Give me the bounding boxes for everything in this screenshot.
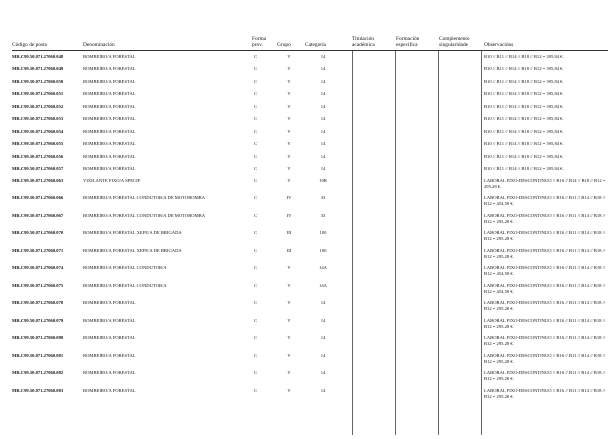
row-categoria: 14: [320, 335, 326, 340]
row-grupo: V: [287, 104, 291, 109]
row-grupo: V: [287, 141, 291, 146]
row-grupo: V: [287, 91, 291, 96]
row-categoria: 14: [320, 300, 326, 305]
row-grupo: V: [287, 129, 291, 134]
row-denominacion: BOMBEIRO/A FORESTAL: [83, 318, 136, 323]
header-observacions: Observacións: [484, 42, 514, 48]
row-forma: C: [254, 141, 258, 146]
header-grupo: Grupo: [277, 42, 291, 48]
header-codigo: Código de posto: [12, 42, 48, 48]
row-grupo: V: [287, 300, 291, 305]
row-codigo: MR.C99.50.071.27060.071: [12, 248, 64, 253]
row-grupo: V: [287, 178, 291, 183]
row-codigo: MR.C99.50.071.27060.078: [12, 300, 64, 305]
column-divider: [395, 51, 396, 435]
row-observacions: LABORAL FIXO-DESCONTINUO // B16 // B14 // B18 // B12 = 295,28 €.: [484, 178, 606, 189]
row-observacions: LABORAL FIXO-DESCONTINUO // B16 // B11 // B14 // B18 // B12 = 454,58 €.: [484, 283, 606, 294]
header-titulacion: Titulación académica: [352, 36, 375, 49]
row-denominacion: BOMBEIRO/A FORESTAL: [83, 154, 136, 159]
row-observacions: LABORAL FIXO-DESCONTINUO // B16 // B11 // B14 // B18 // B12 = 295,28 €.: [484, 353, 606, 364]
row-grupo: V: [287, 335, 291, 340]
row-grupo: V: [287, 318, 291, 323]
row-forma: C: [254, 388, 258, 393]
row-denominacion: BOMBEIRO/A FORESTAL: [83, 116, 136, 121]
column-divider: [438, 51, 439, 435]
row-denominacion: BOMBEIRO/A FORESTAL: [83, 66, 136, 71]
row-observacions: B10 // B11 // B14 // B18 // B12 = 395,84 €.: [484, 166, 564, 171]
row-forma: C: [254, 104, 258, 109]
row-denominacion: BOMBEIRO/A FORESTAL CONDUTOR/A: [83, 283, 167, 288]
row-categoria: 14: [320, 116, 326, 121]
row-denominacion: BOMBEIRO/A FORESTAL: [83, 335, 136, 340]
row-categoria: 100: [319, 230, 327, 235]
row-codigo: MR.C99.50.071.27060.051: [12, 91, 64, 96]
row-denominacion: BOMBEIRO/A FORESTAL: [83, 54, 136, 59]
row-categoria: 14: [320, 318, 326, 323]
row-categoria: 10B: [319, 178, 327, 183]
row-denominacion: BOMBEIRO/A FORESTAL: [83, 353, 136, 358]
row-codigo: MR.C99.50.071.27060.079: [12, 318, 64, 323]
row-forma: C: [254, 230, 258, 235]
row-denominacion: BOMBEIRO/A FORESTAL: [83, 166, 136, 171]
row-observacions: LABORAL FIXO-DESCONTINUO // B16 // B11 // B14 // B18 // B12 = 295,28 €.: [484, 230, 606, 241]
row-observacions: B10 // B11 // B14 // B18 // B12 = 395,84 €.: [484, 104, 564, 109]
row-codigo: MR.C99.50.071.27060.083: [12, 388, 64, 393]
row-forma: C: [254, 116, 258, 121]
row-denominacion: BOMBEIRO/A FORESTAL: [83, 388, 136, 393]
row-forma: C: [254, 213, 258, 218]
row-forma: C: [254, 66, 258, 71]
row-categoria: 33: [320, 195, 326, 200]
row-observacions: LABORAL FIXO-DESCONTINUO // B16 // B11 // B14 // B18 // B12 = 295,28 €.: [484, 213, 606, 224]
row-forma: C: [254, 335, 258, 340]
row-forma: C: [254, 248, 258, 253]
row-codigo: MR.C99.50.071.27060.066: [12, 195, 64, 200]
row-grupo: V: [287, 283, 291, 288]
row-grupo: V: [287, 166, 291, 171]
row-grupo: V: [287, 154, 291, 159]
row-denominacion: BOMBEIRO/A FORESTAL CONDUTOR/A: [83, 265, 167, 270]
row-categoria: 14: [320, 129, 326, 134]
row-categoria: 14: [320, 54, 326, 59]
row-forma: C: [254, 300, 258, 305]
row-codigo: MR.C99.50.071.27060.057: [12, 166, 64, 171]
row-categoria: 14: [320, 104, 326, 109]
row-categoria: 14: [320, 79, 326, 84]
column-divider: [352, 51, 353, 435]
row-observacions: B10 // B11 // B14 // B18 // B12 = 395,84 €.: [484, 141, 564, 146]
row-observacions: B10 // B11 // B14 // B18 // B12 = 395,84 €.: [484, 91, 564, 96]
row-forma: C: [254, 166, 258, 171]
row-denominacion: BOMBEIRO/A FORESTAL: [83, 300, 136, 305]
row-grupo: V: [287, 79, 291, 84]
row-categoria: 14: [320, 166, 326, 171]
row-codigo: MR.C99.50.071.27060.063: [12, 178, 64, 183]
row-observacions: B10 // B11 // B14 // B18 // B12 = 395,84 €.: [484, 79, 564, 84]
row-observacions: LABORAL FIXO-DESCONTINUO // B16 // B11 // B14 // B18 // B12 = 295,28 €.: [484, 318, 606, 329]
row-denominacion: BOMBEIRO/A FORESTAL: [83, 91, 136, 96]
row-forma: C: [254, 154, 258, 159]
row-categoria: 14: [320, 66, 326, 71]
row-codigo: MR.C99.50.071.27060.075: [12, 283, 64, 288]
row-observacions: LABORAL FIXO-DESCONTINUO // B16 // B11 // B14 // B18 // B12 = 295,28 €.: [484, 300, 606, 311]
row-categoria: 100: [319, 248, 327, 253]
row-forma: C: [254, 283, 258, 288]
row-observacions: B10 // B11 // B14 // B18 // B12 = 395,84 €.: [484, 116, 564, 121]
row-observacions: LABORAL FIXO-DESCONTINUO // B16 // B11 // B14 // B18 // B12 = 295,28 €.: [484, 370, 606, 381]
row-grupo: V: [287, 353, 291, 358]
row-grupo: V: [287, 388, 291, 393]
row-categoria: 14: [320, 353, 326, 358]
row-categoria: 14: [320, 388, 326, 393]
row-observacions: LABORAL FIXO-DESCONTINUO // B16 // B11 // B14 // B18 // B12 = 295,28 €.: [484, 335, 606, 346]
row-observacions: B10 // B11 // B14 // B18 // B12 = 395,84 €.: [484, 66, 564, 71]
row-codigo: MR.C99.50.071.27060.053: [12, 116, 64, 121]
row-codigo: MR.C99.50.071.27060.082: [12, 370, 64, 375]
row-categoria: 14: [320, 91, 326, 96]
row-observacions: B10 // B11 // B14 // B18 // B12 = 395,84 €.: [484, 129, 564, 134]
row-observacions: LABORAL FIXO-DESCONTINUO // B16 // B11 // B14 // B18 // B12 = 295,28 €.: [484, 388, 606, 399]
header-formacion: Formación específica: [396, 36, 420, 49]
row-forma: C: [254, 79, 258, 84]
row-codigo: MR.C99.50.071.27060.056: [12, 154, 64, 159]
row-grupo: III: [286, 248, 292, 253]
row-codigo: MR.C99.50.071.27060.055: [12, 141, 64, 146]
row-codigo: MR.C99.50.071.27060.070: [12, 230, 64, 235]
row-grupo: IV: [286, 213, 292, 218]
row-grupo: IV: [286, 195, 292, 200]
row-denominacion: BOMBEIRO/A FORESTAL CONDUTOR/A DE MOTOBOMBA: [83, 213, 206, 218]
row-forma: C: [254, 195, 258, 200]
row-codigo: MR.C99.50.071.27060.081: [12, 353, 64, 358]
row-observacions: LABORAL FIXO-DESCONTINUO // B16 // B11 // B14 // B18 // B12 = 295,28 €.: [484, 248, 606, 259]
row-codigo: MR.C99.50.071.27060.048: [12, 54, 64, 59]
row-grupo: V: [287, 66, 291, 71]
column-divider: [481, 51, 482, 435]
row-categoria: 14A: [319, 283, 327, 288]
row-denominacion: BOMBEIRO/A FORESTAL: [83, 129, 136, 134]
row-forma: C: [254, 54, 258, 59]
row-grupo: V: [287, 54, 291, 59]
row-categoria: 33: [320, 213, 326, 218]
row-observacions: B10 // B11 // B14 // B18 // B12 = 395,84 €.: [484, 154, 564, 159]
row-forma: C: [254, 91, 258, 96]
row-denominacion: BOMBEIRO/A FORESTAL: [83, 104, 136, 109]
row-denominacion: BOMBEIRO/A FORESTAL XEFE/A DE BRIGADA: [83, 230, 182, 235]
row-forma: C: [254, 353, 258, 358]
row-categoria: 14A: [319, 265, 327, 270]
row-denominacion: BOMBEIRO/A FORESTAL XEFE/A DE BRIGADA: [83, 248, 182, 253]
row-observacions: LABORAL FIXO-DESCONTINUO // B16 // B11 // B14 // B18 // B12 = 454,58 €.: [484, 265, 606, 276]
row-forma: C: [254, 318, 258, 323]
row-codigo: MR.C99.50.071.27060.074: [12, 265, 64, 270]
header-divider: [12, 50, 608, 51]
row-codigo: MR.C99.50.071.27060.054: [12, 129, 64, 134]
header-categoria: Categoría: [305, 42, 326, 48]
row-grupo: V: [287, 370, 291, 375]
row-denominacion: BOMBEIRO/A FORESTAL: [83, 141, 136, 146]
row-observacions: LABORAL FIXO-DESCONTINUO // B16 // B11 // B14 // B18 // B12 = 454,58 €.: [484, 195, 606, 206]
row-codigo: MR.C99.50.071.27060.050: [12, 79, 64, 84]
row-forma: C: [254, 265, 258, 270]
row-categoria: 14: [320, 141, 326, 146]
row-categoria: 14: [320, 154, 326, 159]
row-denominacion: BOMBEIRO/A FORESTAL: [83, 79, 136, 84]
row-denominacion: BOMBEIRO/A FORESTAL CONDUTOR/A DE MOTOBOMBA: [83, 195, 206, 200]
row-codigo: MR.C99.50.071.27060.080: [12, 335, 64, 340]
row-observacions: B10 // B11 // B14 // B18 // B12 = 395,84 €.: [484, 54, 564, 59]
row-forma: C: [254, 129, 258, 134]
row-denominacion: BOMBEIRO/A FORESTAL: [83, 370, 136, 375]
row-forma: C: [254, 370, 258, 375]
row-codigo: MR.C99.50.071.27060.049: [12, 66, 64, 71]
header-complemento: Complemento singularidade: [439, 36, 470, 49]
row-denominacion: VIXILANTE FIXO/A SPECIF: [83, 178, 141, 183]
row-categoria: 14: [320, 370, 326, 375]
header-forma: Forma prov.: [252, 36, 267, 49]
row-grupo: V: [287, 116, 291, 121]
row-codigo: MR.C99.50.071.27060.067: [12, 213, 64, 218]
row-grupo: III: [286, 230, 292, 235]
row-codigo: MR.C99.50.071.27060.052: [12, 104, 64, 109]
row-grupo: V: [287, 265, 291, 270]
header-denominacion: Denominación: [83, 42, 115, 48]
row-forma: C: [254, 178, 258, 183]
